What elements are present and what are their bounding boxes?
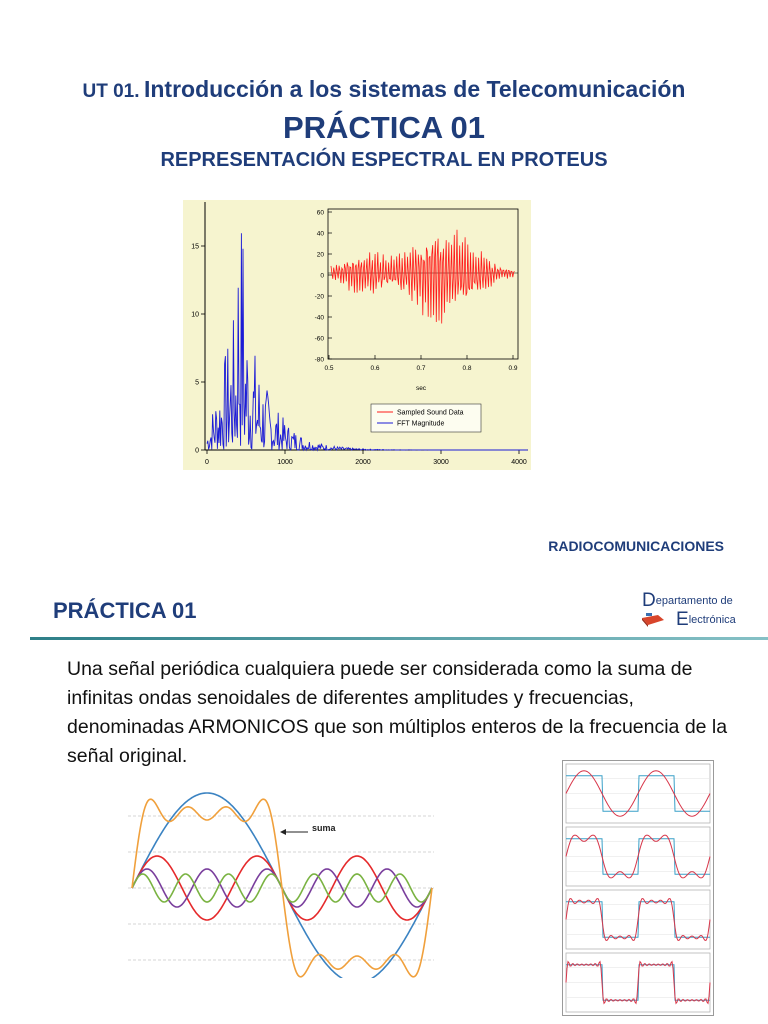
logo-line2 (676, 609, 736, 631)
inset-y-tick-label: 20 (316, 251, 324, 259)
inset-x-tick-label: 0.6 (370, 365, 380, 372)
main-x-tick-label: 3000 (433, 459, 449, 466)
inset-x-tick-label: 0.7 (416, 365, 426, 372)
practica-heading: PRÁCTICA 01 (282, 110, 486, 145)
approximation-panel (566, 827, 710, 886)
inset-y-tick-label: 60 (316, 209, 324, 217)
approximation-panel (566, 953, 710, 1012)
inset-y-tick-label: -80 (314, 356, 324, 364)
spectrum-figure (183, 200, 531, 470)
logo-text-2: lectrónica (688, 614, 736, 626)
suma-arrowhead (280, 829, 286, 835)
logo-letter-e: E (676, 609, 689, 630)
legend-sampled-label: Sampled Sound Data (397, 409, 464, 417)
main-y-tick-label: 5 (195, 379, 199, 387)
inset-x-tick-label: 0.8 (462, 365, 472, 372)
inset-y-tick-label: -40 (314, 314, 324, 322)
inset-x-tick-label: 0.9 (508, 365, 518, 372)
inset-y-tick-label: 0 (320, 272, 324, 280)
slide2-title: PRÁCTICA 01 (53, 598, 197, 623)
sum-waves (132, 793, 432, 978)
subject-label: RADIOCOMUNICACIONES (548, 538, 724, 554)
suma-label: suma (312, 823, 336, 833)
chart-legend (371, 404, 481, 432)
harmonic-sum-figure (128, 788, 436, 978)
practica-subtitle: REPRESENTACIÓN ESPECTRAL EN PROTEUS (160, 149, 608, 171)
main-x-tick-label: 1000 (277, 459, 293, 466)
square-wave-approximations (562, 760, 714, 1016)
approximation-panel (566, 764, 710, 823)
header-divider (30, 637, 768, 640)
main-y-ticks (191, 244, 205, 455)
title-prefix: UT 01. (82, 81, 140, 102)
logo-letter-d: D (642, 590, 656, 611)
main-x-tick-label: 0 (205, 459, 209, 466)
main-x-tick-label: 4000 (511, 459, 527, 466)
main-x-ticks (205, 450, 527, 466)
logo-text-1: epartamento de (655, 595, 733, 607)
main-y-tick-label: 15 (191, 243, 199, 251)
sum-wave (132, 799, 432, 977)
main-y-tick-label: 0 (195, 447, 199, 455)
logo-chip-icon (640, 612, 666, 628)
inset-x-label: sec (415, 385, 427, 392)
department-logo (636, 588, 762, 634)
legend-fft-label: FFT Magnitude (397, 420, 445, 428)
inset-x-tick-label: 0.5 (324, 365, 334, 372)
sum-grid (128, 816, 434, 960)
slide-title (0, 76, 768, 103)
main-y-tick-label: 10 (191, 311, 199, 319)
inset-y-tick-label: 40 (316, 230, 324, 238)
main-x-tick-label: 2000 (355, 459, 371, 466)
inset-plot (315, 209, 518, 392)
inset-y-tick-label: -20 (314, 293, 324, 301)
approximation-panel (566, 890, 710, 949)
title-main: Introducción a los sistemas de Telecomunicación (143, 76, 686, 102)
inset-y-tick-label: -60 (314, 335, 324, 343)
body-paragraph: Una señal periódica cualquiera puede ser considerada como la suma de infinitas ondas senoidales de diferentes amplitudes y frecuencias, denominadas ARMONICOS que son múltiplos enteros de la frecuencia de la señal original. (67, 658, 728, 767)
